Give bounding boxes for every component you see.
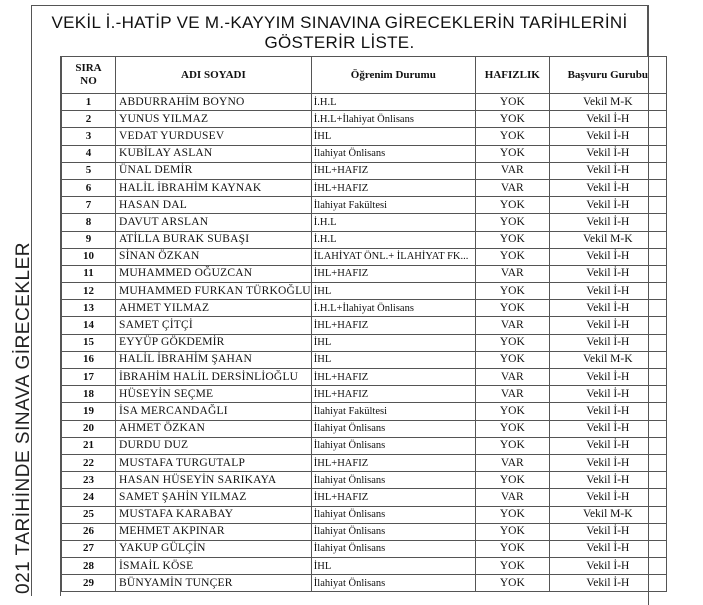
row-group: Vekil İ-H: [549, 489, 666, 506]
row-group: Vekil İ-H: [549, 214, 666, 231]
header-education: Öğrenim Durumu: [311, 57, 475, 94]
row-hafizlik: YOK: [475, 437, 549, 454]
row-number: 18: [62, 386, 116, 403]
side-label: 021 TARİHİNDE SINAVA GİRECEKLER: [13, 242, 34, 594]
row-hafizlik: YOK: [475, 420, 549, 437]
table-row: [62, 558, 667, 575]
row-education: İlahiyat Önlisans: [311, 575, 475, 592]
header-group: Başvuru Gurubu: [549, 57, 666, 94]
side-label-column: [31, 56, 61, 596]
row-number: 29: [62, 575, 116, 592]
row-education: İHL: [311, 283, 475, 300]
table-row: [62, 128, 667, 145]
row-education: İ.H.L: [311, 94, 475, 111]
row-education: İlahiyat Önlisans: [311, 472, 475, 489]
row-name: AHMET ÖZKAN: [116, 420, 312, 437]
row-group: Vekil İ-H: [549, 283, 666, 300]
table-row: [62, 214, 667, 231]
row-group: Vekil İ-H: [549, 523, 666, 540]
row-group: Vekil İ-H: [549, 334, 666, 351]
table-row: [62, 179, 667, 196]
row-name: AHMET YILMAZ: [116, 300, 312, 317]
table-row: [62, 386, 667, 403]
row-number: 5: [62, 162, 116, 179]
row-number: 25: [62, 506, 116, 523]
row-name: EYYÜP GÖKDEMİR: [116, 334, 312, 351]
row-education: İHL+HAFIZ: [311, 454, 475, 471]
row-group: Vekil İ-H: [549, 317, 666, 334]
row-hafizlik: YOK: [475, 111, 549, 128]
row-name: MUSTAFA TURGUTALP: [116, 454, 312, 471]
row-number: 2: [62, 111, 116, 128]
table-row: [62, 317, 667, 334]
table-row: [62, 540, 667, 557]
row-education: İ.H.L+İlahiyat Önlisans: [311, 111, 475, 128]
row-name: SAMET ŞAHİN YILMAZ: [116, 489, 312, 506]
row-education: İ.H.L: [311, 231, 475, 248]
row-name: SAMET ÇİTÇİ: [116, 317, 312, 334]
row-name: HALİL İBRAHİM ŞAHAN: [116, 351, 312, 368]
table-row: [62, 145, 667, 162]
row-group: Vekil İ-H: [549, 386, 666, 403]
row-hafizlik: YOK: [475, 403, 549, 420]
row-group: Vekil İ-H: [549, 558, 666, 575]
row-group: Vekil İ-H: [549, 420, 666, 437]
row-hafizlik: YOK: [475, 145, 549, 162]
row-number: 3: [62, 128, 116, 145]
row-name: VEDAT YURDUSEV: [116, 128, 312, 145]
row-number: 17: [62, 369, 116, 386]
table-row: [62, 283, 667, 300]
header-hafizlik: HAFIZLIK: [475, 57, 549, 94]
table-row: [62, 472, 667, 489]
row-name: HASAN DAL: [116, 197, 312, 214]
row-hafizlik: VAR: [475, 317, 549, 334]
row-hafizlik: YOK: [475, 197, 549, 214]
row-number: 23: [62, 472, 116, 489]
row-education: İHL: [311, 128, 475, 145]
row-number: 6: [62, 179, 116, 196]
row-hafizlik: YOK: [475, 231, 549, 248]
row-education: İlahiyat Önlisans: [311, 437, 475, 454]
row-hafizlik: YOK: [475, 94, 549, 111]
row-name: BÜNYAMİN TUNÇER: [116, 575, 312, 592]
row-name: YAKUP GÜLÇİN: [116, 540, 312, 557]
row-hafizlik: YOK: [475, 300, 549, 317]
table-row: [62, 248, 667, 265]
row-name: MUHAMMED OĞUZCAN: [116, 265, 312, 282]
header-no: SIRA NO: [62, 57, 116, 94]
row-education: İHL+HAFIZ: [311, 489, 475, 506]
candidate-table: [61, 56, 667, 592]
row-group: Vekil İ-H: [549, 437, 666, 454]
row-number: 15: [62, 334, 116, 351]
row-number: 22: [62, 454, 116, 471]
row-name: İSMAİL KÖSE: [116, 558, 312, 575]
table-row: [62, 334, 667, 351]
table-row: [62, 420, 667, 437]
table-row: [62, 523, 667, 540]
row-hafizlik: YOK: [475, 128, 549, 145]
row-education: İLAHİYAT ÖNL.+ İLAHİYAT FK...: [311, 248, 475, 265]
row-hafizlik: VAR: [475, 179, 549, 196]
row-group: Vekil İ-H: [549, 145, 666, 162]
row-education: İHL+HAFIZ: [311, 179, 475, 196]
table-header-row: [62, 57, 667, 94]
row-hafizlik: YOK: [475, 248, 549, 265]
table-row: [62, 454, 667, 471]
row-name: ABDURRAHİM BOYNO: [116, 94, 312, 111]
row-group: Vekil İ-H: [549, 472, 666, 489]
table-row: [62, 265, 667, 282]
row-education: İ.H.L: [311, 214, 475, 231]
row-education: İHL: [311, 558, 475, 575]
row-number: 19: [62, 403, 116, 420]
row-education: İHL: [311, 334, 475, 351]
row-group: Vekil İ-H: [549, 265, 666, 282]
row-group: Vekil M-K: [549, 506, 666, 523]
row-number: 24: [62, 489, 116, 506]
table-row: [62, 231, 667, 248]
row-name: MEHMET AKPINAR: [116, 523, 312, 540]
row-name: DAVUT ARSLAN: [116, 214, 312, 231]
row-hafizlik: VAR: [475, 369, 549, 386]
row-education: İlahiyat Önlisans: [311, 420, 475, 437]
row-number: 21: [62, 437, 116, 454]
row-hafizlik: YOK: [475, 523, 549, 540]
row-group: Vekil İ-H: [549, 111, 666, 128]
table-row: [62, 575, 667, 592]
table-row: [62, 162, 667, 179]
row-number: 12: [62, 283, 116, 300]
row-hafizlik: VAR: [475, 386, 549, 403]
row-education: İlahiyat Fakültesi: [311, 197, 475, 214]
table-body: [62, 94, 667, 592]
row-education: İHL+HAFIZ: [311, 386, 475, 403]
row-group: Vekil M-K: [549, 351, 666, 368]
row-number: 27: [62, 540, 116, 557]
row-group: Vekil İ-H: [549, 179, 666, 196]
row-hafizlik: VAR: [475, 489, 549, 506]
row-group: Vekil İ-H: [549, 128, 666, 145]
row-group: Vekil İ-H: [549, 454, 666, 471]
row-group: Vekil M-K: [549, 94, 666, 111]
row-hafizlik: VAR: [475, 162, 549, 179]
row-number: 20: [62, 420, 116, 437]
table-row: [62, 369, 667, 386]
row-education: İlahiyat Önlisans: [311, 145, 475, 162]
table-row: [62, 506, 667, 523]
row-education: İHL+HAFIZ: [311, 265, 475, 282]
table-row: [62, 437, 667, 454]
row-education: İHL+HAFIZ: [311, 317, 475, 334]
row-group: Vekil İ-H: [549, 197, 666, 214]
row-education: İlahiyat Önlisans: [311, 523, 475, 540]
row-number: 28: [62, 558, 116, 575]
row-name: HÜSEYİN SEÇME: [116, 386, 312, 403]
document-title: VEKİL İ.-HATİP VE M.-KAYYIM SINAVINA GİRECEKLERİN TARİHLERİNİ GÖSTERİR LİSTE.: [31, 5, 648, 56]
row-hafizlik: YOK: [475, 506, 549, 523]
row-group: Vekil İ-H: [549, 248, 666, 265]
row-name: SİNAN ÖZKAN: [116, 248, 312, 265]
row-name: MUHAMMED FURKAN TÜRKOĞLU: [116, 283, 312, 300]
row-education: İHL: [311, 351, 475, 368]
row-number: 4: [62, 145, 116, 162]
table-row: [62, 94, 667, 111]
row-name: DURDU DUZ: [116, 437, 312, 454]
row-hafizlik: YOK: [475, 558, 549, 575]
table-row: [62, 403, 667, 420]
row-education: İlahiyat Önlisans: [311, 540, 475, 557]
row-group: Vekil İ-H: [549, 540, 666, 557]
row-number: 14: [62, 317, 116, 334]
row-education: İ.H.L+İlahiyat Önlisans: [311, 300, 475, 317]
row-group: Vekil İ-H: [549, 369, 666, 386]
table-row: [62, 197, 667, 214]
table-row: [62, 489, 667, 506]
row-group: Vekil M-K: [549, 231, 666, 248]
row-number: 26: [62, 523, 116, 540]
row-hafizlik: YOK: [475, 575, 549, 592]
row-number: 8: [62, 214, 116, 231]
row-hafizlik: YOK: [475, 214, 549, 231]
row-hafizlik: YOK: [475, 472, 549, 489]
row-education: İHL+HAFIZ: [311, 369, 475, 386]
row-group: Vekil İ-H: [549, 300, 666, 317]
table-row: [62, 300, 667, 317]
row-name: YUNUS YILMAZ: [116, 111, 312, 128]
row-name: İBRAHİM HALİL DERSİNLİOĞLU: [116, 369, 312, 386]
row-hafizlik: VAR: [475, 454, 549, 471]
row-number: 1: [62, 94, 116, 111]
row-number: 16: [62, 351, 116, 368]
row-hafizlik: YOK: [475, 540, 549, 557]
row-name: HALİL İBRAHİM KAYNAK: [116, 179, 312, 196]
row-name: HASAN HÜSEYİN SARIKAYA: [116, 472, 312, 489]
row-education: İHL+HAFIZ: [311, 162, 475, 179]
row-number: 7: [62, 197, 116, 214]
row-name: ATİLLA BURAK SUBAŞI: [116, 231, 312, 248]
row-education: İlahiyat Fakültesi: [311, 403, 475, 420]
row-group: Vekil İ-H: [549, 403, 666, 420]
row-name: MUSTAFA KARABAY: [116, 506, 312, 523]
row-name: ÜNAL DEMİR: [116, 162, 312, 179]
row-name: İSA MERCANDAĞLI: [116, 403, 312, 420]
row-hafizlik: YOK: [475, 334, 549, 351]
row-hafizlik: YOK: [475, 283, 549, 300]
row-hafizlik: VAR: [475, 265, 549, 282]
row-number: 11: [62, 265, 116, 282]
row-number: 13: [62, 300, 116, 317]
table-row: [62, 351, 667, 368]
row-education: İlahiyat Önlisans: [311, 506, 475, 523]
header-name: ADI SOYADI: [116, 57, 312, 94]
row-hafizlik: YOK: [475, 351, 549, 368]
row-name: KUBİLAY ASLAN: [116, 145, 312, 162]
row-group: Vekil İ-H: [549, 162, 666, 179]
row-number: 9: [62, 231, 116, 248]
row-group: Vekil İ-H: [549, 575, 666, 592]
row-number: 10: [62, 248, 116, 265]
table-row: [62, 111, 667, 128]
